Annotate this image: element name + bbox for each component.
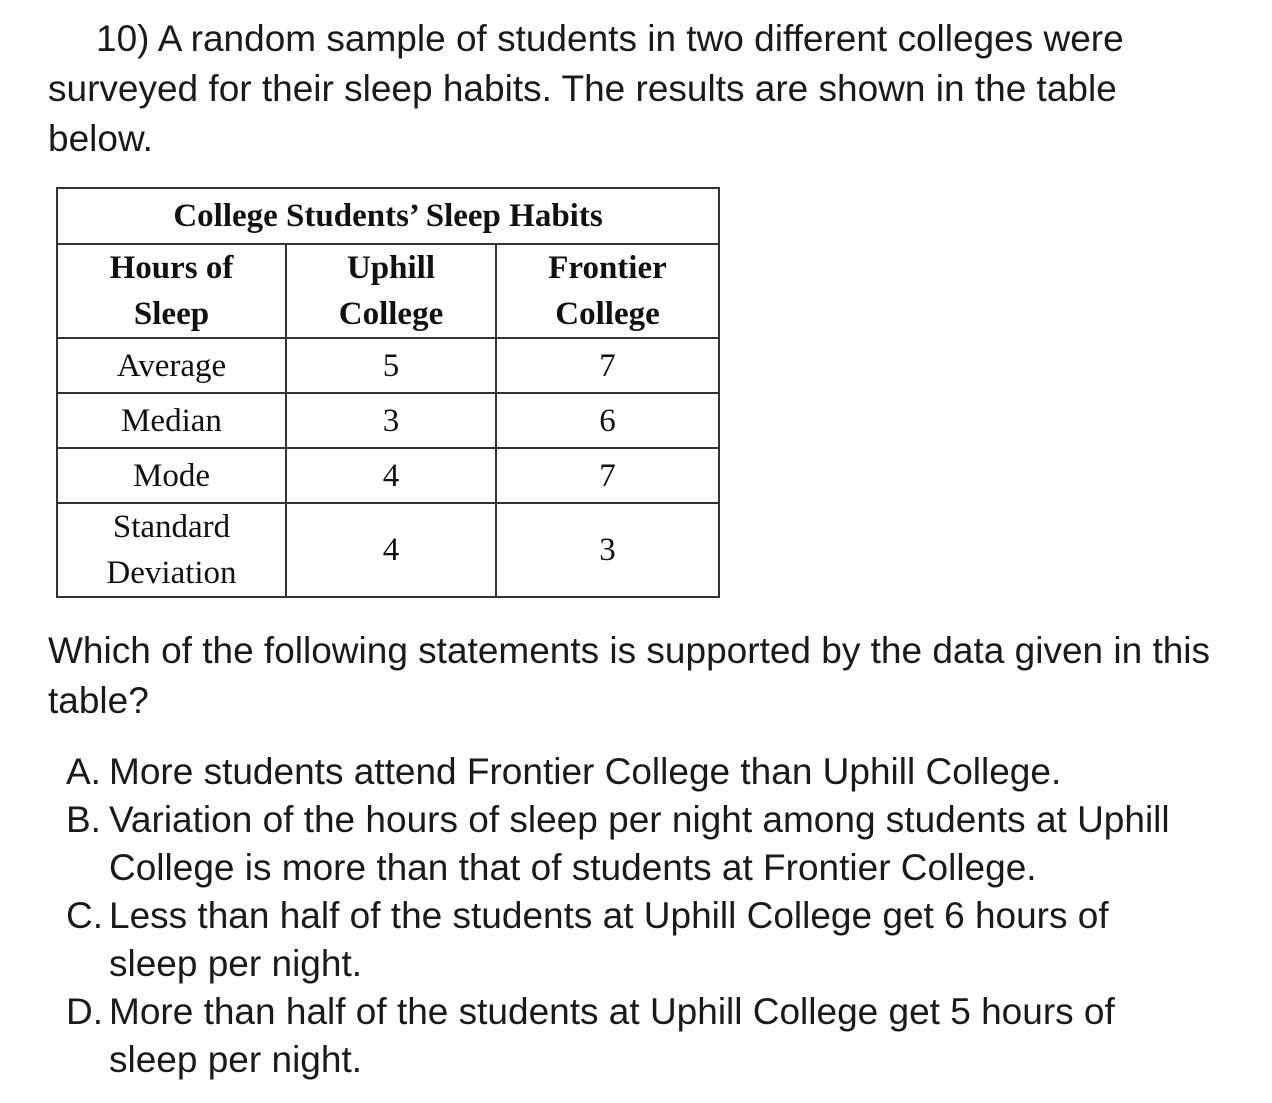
choice-text: College is more than that of students at Frontier College. [109,847,1037,888]
choice-c[interactable] [66,892,1246,988]
intro-line-1: 10) A random sample of students in two different colleges were [96,18,1124,59]
intro-line-3: below. [48,118,153,159]
choice-letter: D. [66,991,103,1032]
sleep-habits-table [56,187,720,598]
frontier-value: 7 [496,448,719,503]
intro-line-2: surveyed for their sleep habits. The results are shown in the table [48,68,1117,109]
table-title-row [57,188,719,244]
choice-text: sleep per night. [109,943,363,984]
header-hours-of-sleep: Hours of Sleep [57,244,286,338]
question-intro [48,14,1228,164]
table-header-row [57,244,719,338]
choice-b[interactable] [66,796,1246,892]
uphill-value: 4 [286,503,496,597]
table-row-median [57,393,719,448]
choice-text: Variation of the hours of sleep per night among students at Uphill [109,799,1170,840]
uphill-value: 3 [286,393,496,448]
table-row-average [57,338,719,393]
row-label: Average [57,338,286,393]
choice-a[interactable] [66,748,1246,796]
choice-text: Less than half of the students at Uphill College get 6 hours of [109,895,1109,936]
table-row-standard-deviation [57,503,719,597]
frontier-value: 7 [496,338,719,393]
table-title: College Students’ Sleep Habits [57,188,719,244]
header-uphill-college: Uphill College [286,244,496,338]
question-prompt [48,626,1258,726]
choice-d[interactable] [66,988,1246,1084]
choice-text: sleep per night. [109,1039,363,1080]
uphill-value: 5 [286,338,496,393]
choice-letter: A. [66,751,101,792]
choice-text: More than half of the students at Uphill College get 5 hours of [109,991,1115,1032]
choice-letter: B. [66,799,101,840]
question-line-2: table? [48,680,149,721]
row-label: Mode [57,448,286,503]
header-frontier-college: Frontier College [496,244,719,338]
table-row-mode [57,448,719,503]
row-label: Standard Deviation [57,503,286,597]
answer-choices [66,748,1246,1084]
uphill-value: 4 [286,448,496,503]
choice-text: More students attend Frontier College than Uphill College. [109,751,1062,792]
sleep-habits-table-container [56,187,718,598]
frontier-value: 3 [496,503,719,597]
frontier-value: 6 [496,393,719,448]
question-line-1: Which of the following statements is supported by the data given in this [48,630,1211,671]
question-number: 10) [96,18,150,59]
choice-letter: C. [66,895,103,936]
row-label: Median [57,393,286,448]
